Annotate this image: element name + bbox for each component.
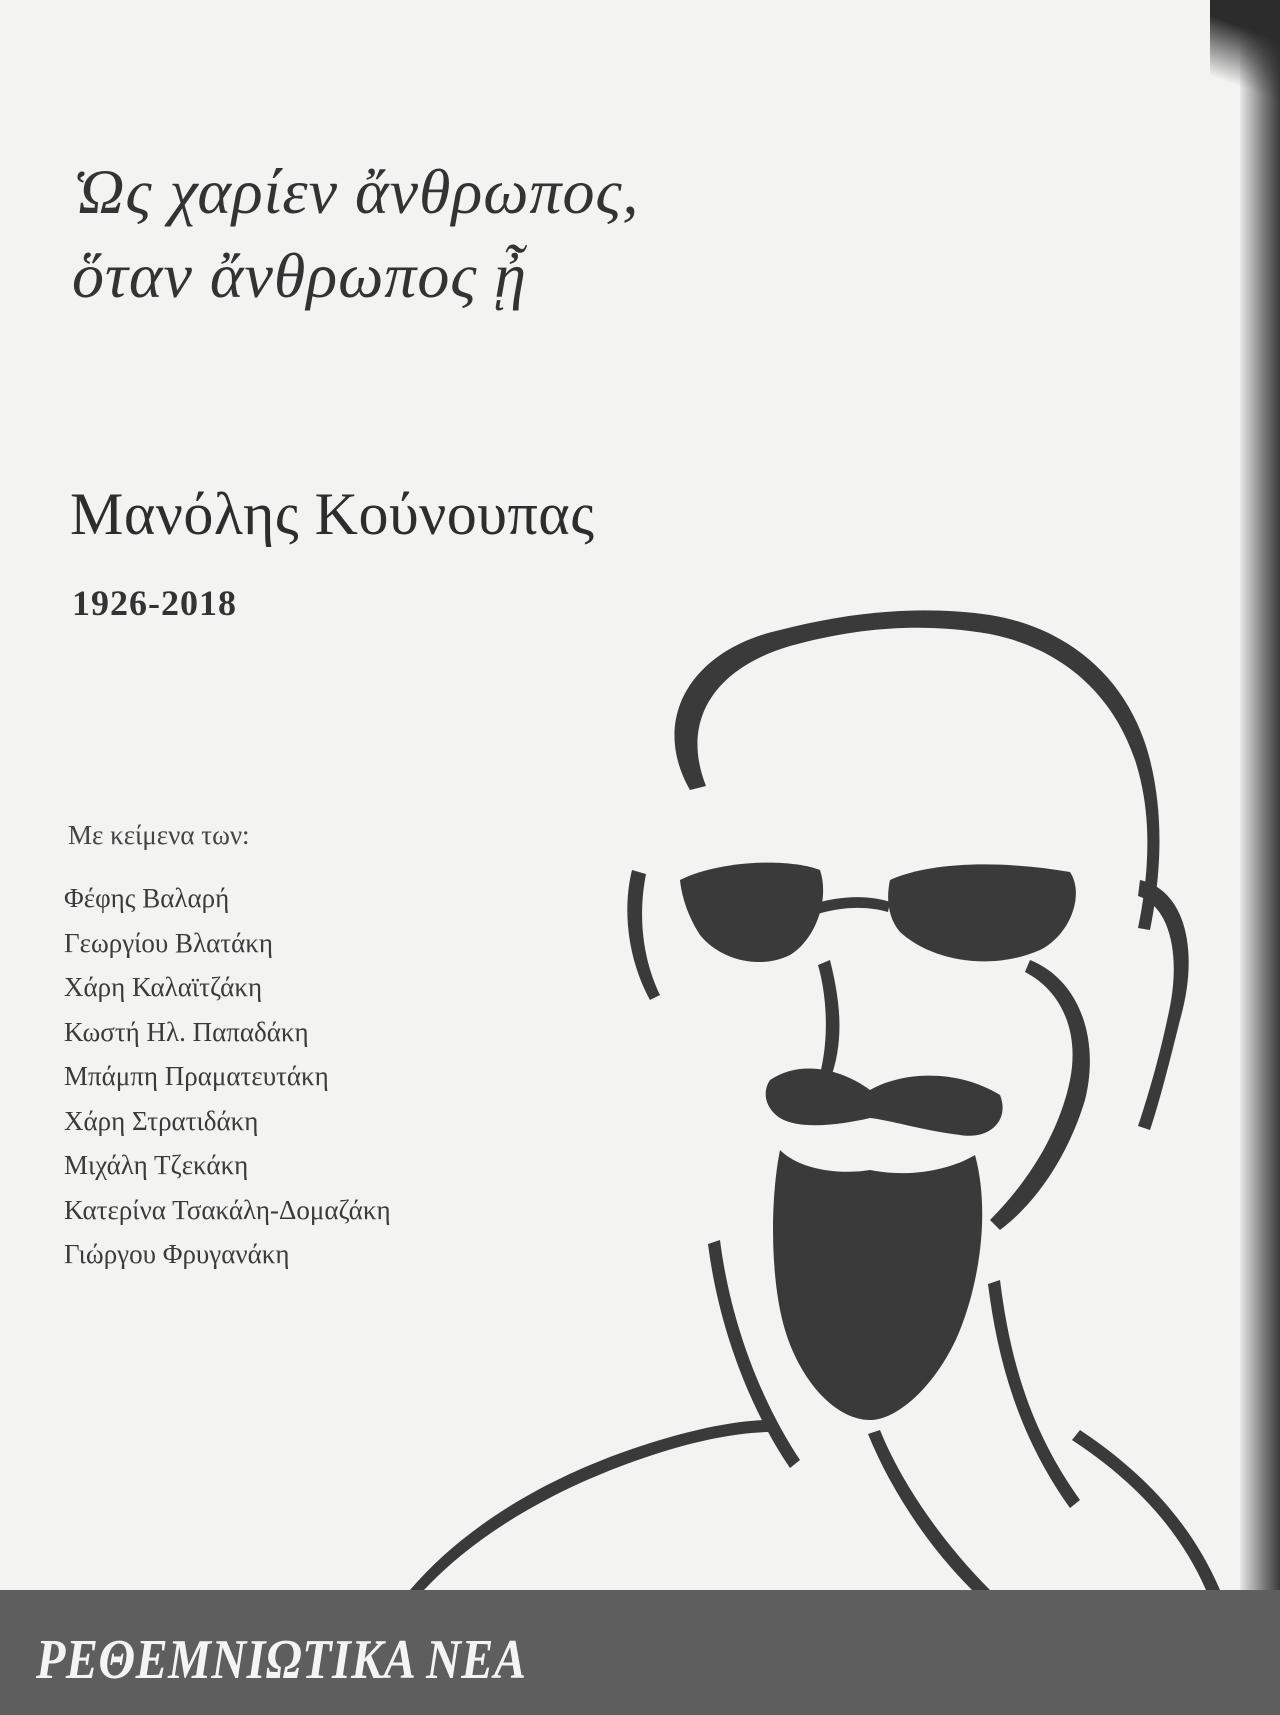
publisher-logo: ΡΕΘΕΜΝΙΩΤΙΚΑ ΝΕΑ bbox=[36, 1629, 527, 1691]
contributor-item: Κατερίνα Τσακάλη-Δομαζάκη bbox=[64, 1194, 391, 1225]
portrait-moustache bbox=[766, 1069, 1003, 1136]
portrait-cheek-shadow bbox=[990, 960, 1090, 1230]
portrait-shoulder-right bbox=[1072, 1430, 1220, 1590]
portrait-neck-right bbox=[988, 1280, 1080, 1508]
contributor-item: Φέφης Βαλαρή bbox=[64, 883, 230, 913]
contributor-item: Χάρη Καλαϊτζάκη bbox=[64, 972, 263, 1002]
contributors-heading: Με κείμενα των: bbox=[68, 820, 250, 850]
contributor-item: Μπάμπη Πραματευτάκη bbox=[64, 1061, 329, 1091]
portrait-ear-left bbox=[627, 870, 660, 1000]
author-years: 1926-2018 bbox=[72, 583, 237, 623]
contributor-item: Κωστή Ηλ. Παπαδάκη bbox=[64, 1016, 309, 1047]
contributor-item: Χάρη Στρατιδάκη bbox=[64, 1105, 259, 1136]
contributor-item: Μιχάλη Τζεκάκη bbox=[64, 1150, 249, 1180]
portrait-right-eye bbox=[888, 864, 1076, 961]
contributor-item: Γεωργίου Βλατάκη bbox=[64, 927, 273, 958]
contributor-item: Γιώργου Φρυγανάκη bbox=[64, 1239, 290, 1269]
portrait-collar bbox=[868, 1430, 990, 1590]
portrait-shoulder-left bbox=[410, 1420, 772, 1590]
author-name: Μανόλης Κούνουπας bbox=[70, 481, 595, 547]
title-line-2: ὅταν ἄνθρωπος ᾖ bbox=[72, 240, 528, 312]
portrait-left-eye bbox=[680, 863, 823, 962]
title-line-1: Ὡς χαρίεν ἄνθρωπος, bbox=[72, 156, 640, 227]
portrait-beard bbox=[773, 1150, 982, 1420]
